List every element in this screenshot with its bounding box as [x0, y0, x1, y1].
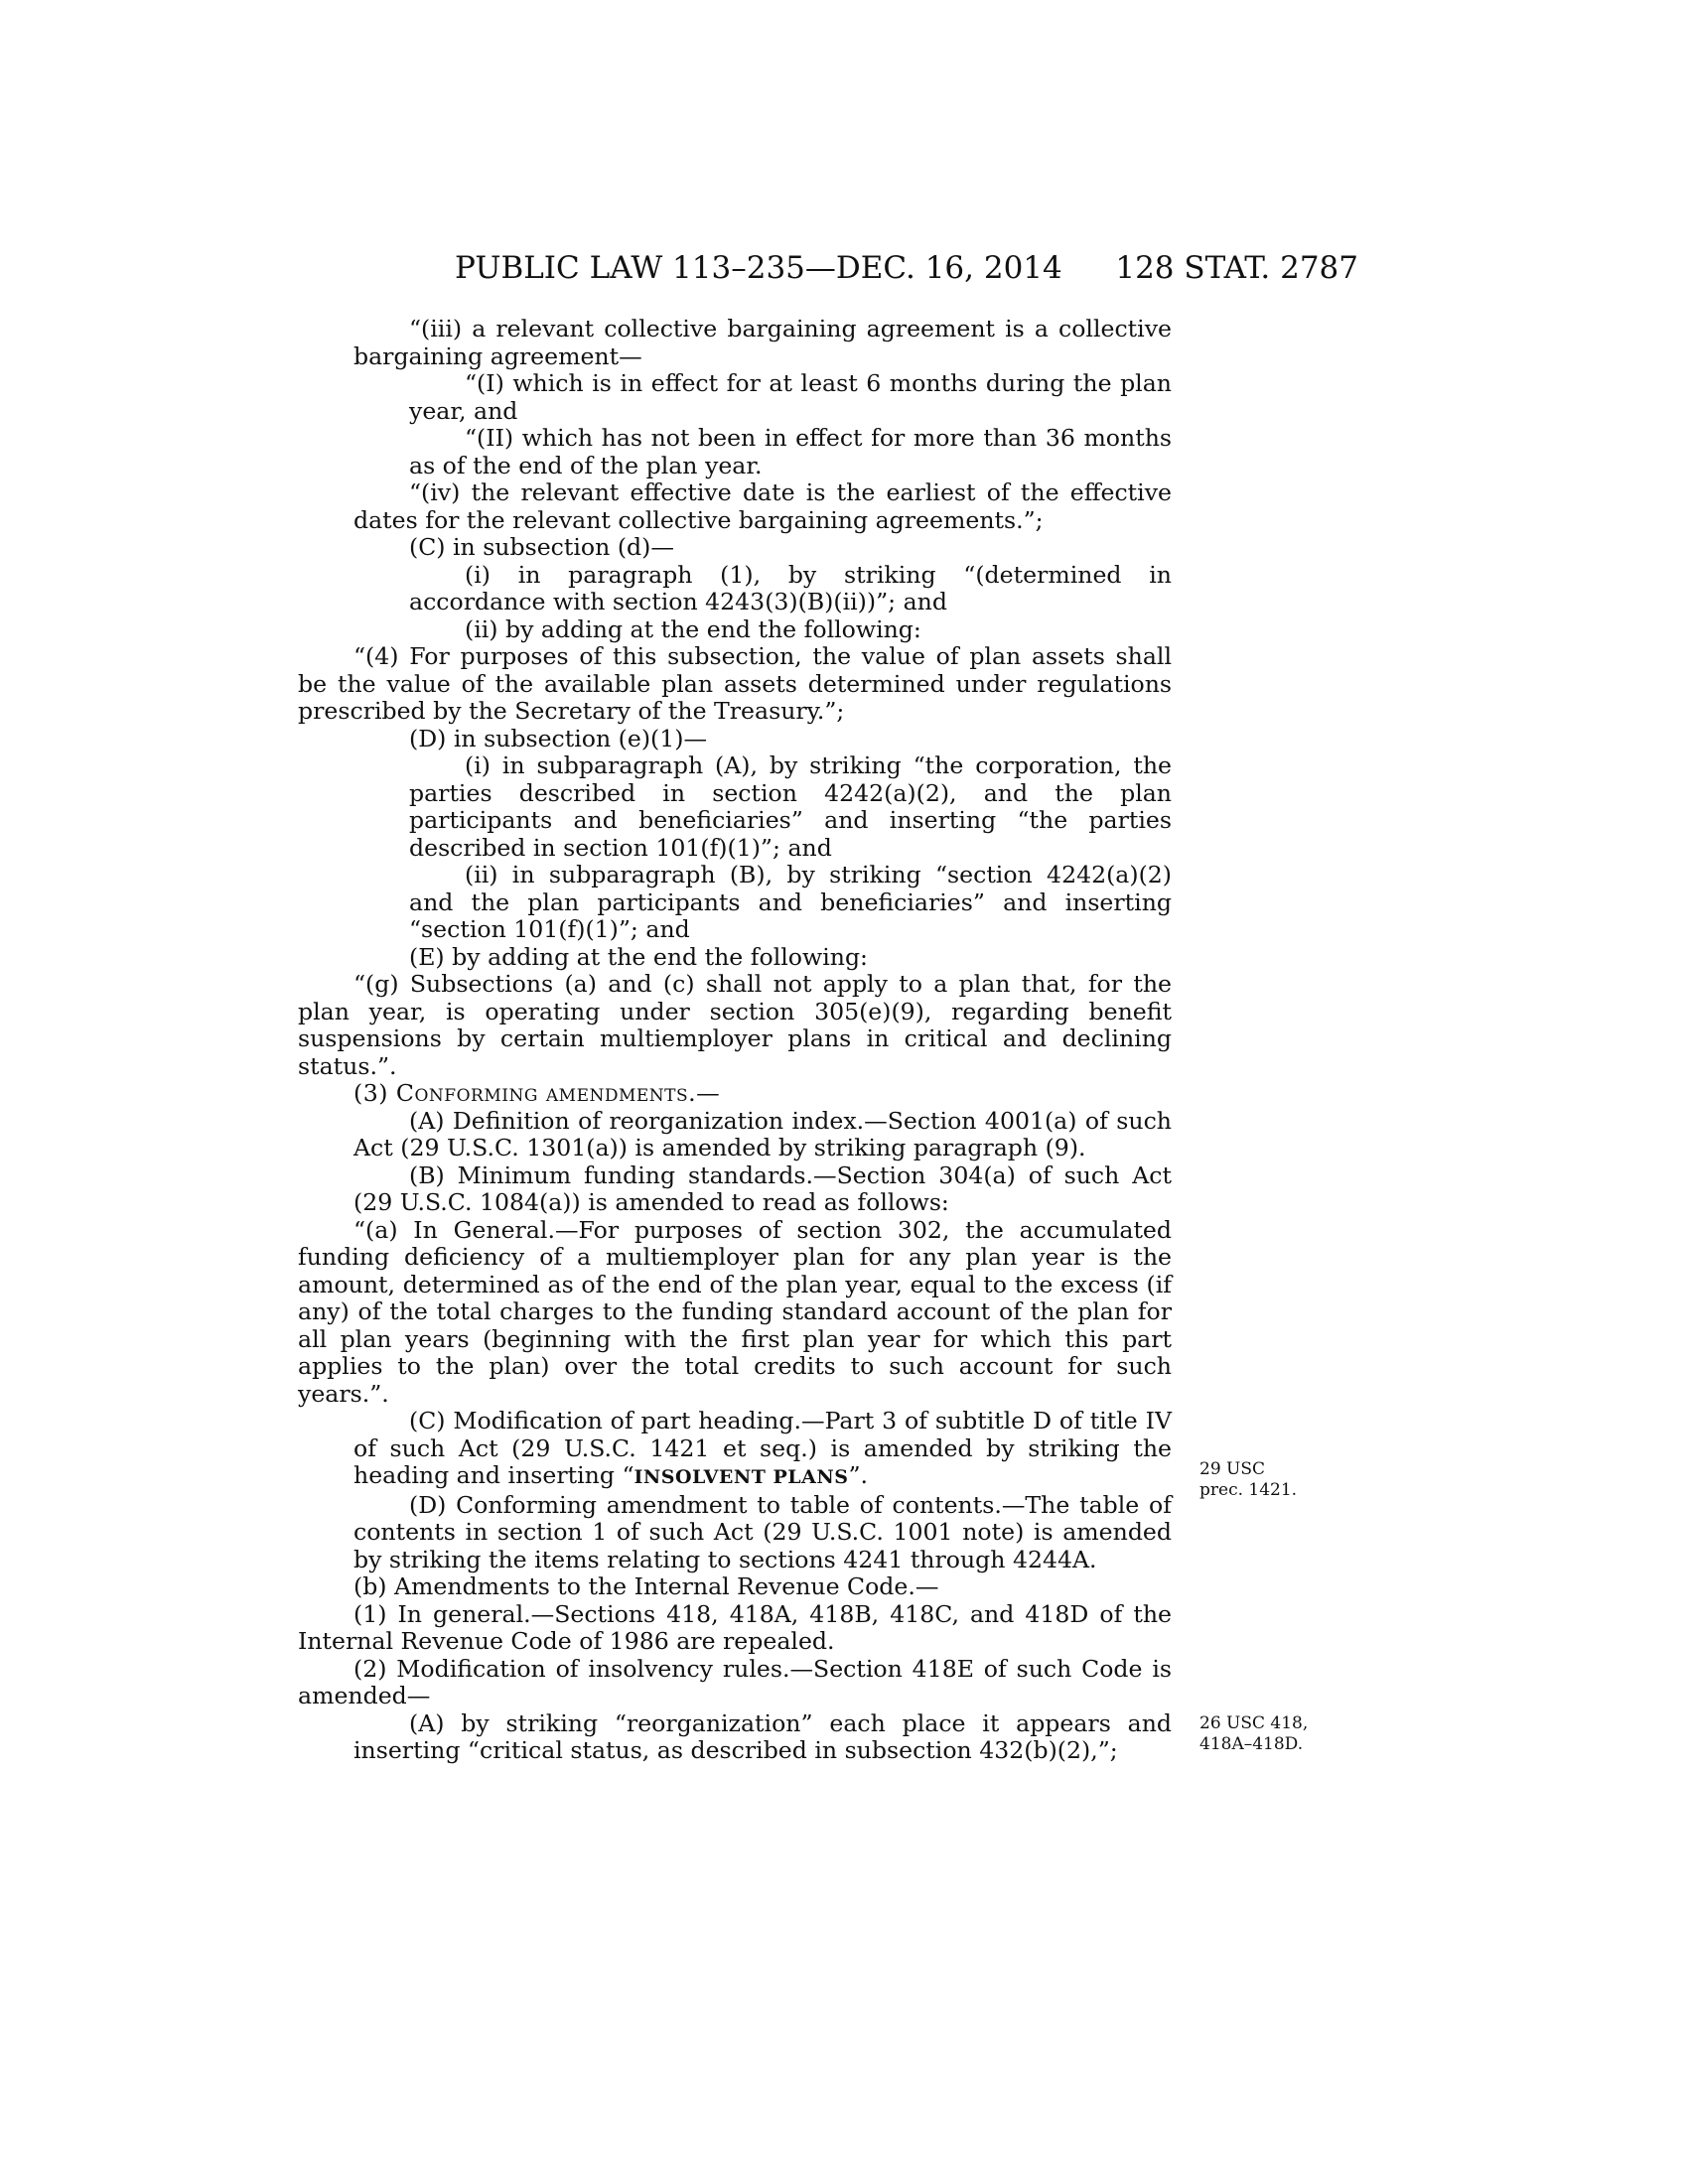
- clause-ii-d: (ii) by adding at the end the following:: [465, 614, 921, 643]
- subpara-D: (D) in subsection (e)(1)—: [409, 724, 708, 752]
- margin-note-26-usc: [1199, 1713, 1308, 1755]
- running-header: [455, 250, 1358, 296]
- inserted-para-4: “(4) For purposes of this subsection, the value of plan assets shall be the value of the available plan assets determined under regulations prescribed by the Secretary of the Treasury.”;: [298, 642, 1172, 725]
- statute-page-number: 128 STAT. 2787: [1115, 250, 1358, 286]
- subclause-II: “(II) which has not been in effect for more than 36 months as of the end of the plan year.: [409, 424, 1172, 479]
- margin-note-line: prec. 1421.: [1199, 1480, 1298, 1500]
- subpara-A-reorganization: (A) by striking “reorganization” each place it appears and inserting “critical status, as described in subsection 432(b)(2),”;: [353, 1708, 1172, 1764]
- clause-i-d: (i) in paragraph (1), by striking “(determined in accordance with section 4243(3)(B)(ii))”; and: [409, 560, 1172, 615]
- subpara-C: (C) in subsection (d)—: [409, 533, 674, 561]
- margin-note-line: 26 USC 418,: [1199, 1713, 1309, 1733]
- subpara-B-min-funding: (B) Minimum funding standards.—Section 304(a) of such Act (29 U.S.C. 1084(a)) is amended to read as follows:: [353, 1160, 1172, 1216]
- para-2-insolvency-rules: (2) Modification of insolvency rules.—Section 418E of such Code is amended—: [298, 1654, 1172, 1709]
- margin-note-line: 418A–418D.: [1199, 1734, 1304, 1754]
- subpara-C-part-heading: [298, 1408, 1172, 1492]
- subpara-C-close: ”.: [848, 1461, 869, 1489]
- public-law-citation: PUBLIC LAW 113–235—DEC. 16, 2014: [455, 250, 1062, 286]
- clause-iii: “(iii) a relevant collective bargaining agreement is a collective bargaining agreement—: [353, 315, 1172, 370]
- inserted-subsection-g: “(g) Subsections (a) and (c) shall not apply to a plan that, for the plan year, is operating under section 305(e)(9), regarding benefit suspensions by certain multiemployer plans in critical and declining status.”.: [298, 970, 1172, 1080]
- subpara-C-text: (C) Modification of part heading.—Part 3 of subtitle D of title IV of such Act (29 U.S.C. 1421 et seq.) is amended by striking the heading and inserting “: [353, 1407, 1172, 1489]
- para-3-heading: (3) Conforming amendments.—: [353, 1079, 721, 1107]
- inserted-subsection-a: “(a) In General.—For purposes of section 302, the accumulated funding deficiency of a multiemployer plan for any plan year is the amount, determined as of the end of the plan year, equal to the excess (if any) of the total charges to the funding standard account of the plan for all plan years (beginning with the first plan year for which this part applies to the plan) over the total credits to such account for such years.”.: [298, 1215, 1172, 1408]
- clause-i-e: (i) in subparagraph (A), by striking “the corporation, the parties described in section 4242(a)(2), and the plan participants and beneficiaries” and inserting “the parties described in section 101(f)(1)”; and: [409, 751, 1172, 862]
- margin-note-29-usc: [1199, 1459, 1297, 1501]
- subsection-b-heading: (b) Amendments to the Internal Revenue Code.—: [353, 1572, 939, 1600]
- subpara-E: (E) by adding at the end the following:: [409, 942, 868, 971]
- para-1-in-general: (1) In general.—Sections 418, 418A, 418B, 418C, and 418D of the Internal Revenue Code of 1986 are repealed.: [298, 1599, 1172, 1655]
- margin-note-line: 29 USC: [1199, 1459, 1266, 1479]
- subpara-D-table-of-contents: (D) Conforming amendment to table of contents.—The table of contents in section 1 of such Act (29 U.S.C. 1001 note) is amended by striking the items relating to sections 4241 through 4244A.: [353, 1490, 1172, 1573]
- clause-iv: “(iv) the relevant effective date is the earliest of the effective dates for the relevant collective bargaining agreements.”;: [353, 478, 1172, 534]
- insolvent-plans-heading: INSOLVENT PLANS: [633, 1466, 849, 1488]
- clause-ii-e: (ii) in subparagraph (B), by striking “section 4242(a)(2) and the plan participants and beneficiaries” and inserting “section 101(f)(1)”; and: [409, 861, 1172, 943]
- document-body: [298, 316, 1172, 1765]
- subclause-I: “(I) which is in effect for at least 6 months during the plan year, and: [409, 369, 1172, 425]
- subpara-A-reorg-index: (A) Definition of reorganization index.—Section 4001(a) of such Act (29 U.S.C. 1301(a)) is amended by striking paragraph (9).: [353, 1106, 1172, 1161]
